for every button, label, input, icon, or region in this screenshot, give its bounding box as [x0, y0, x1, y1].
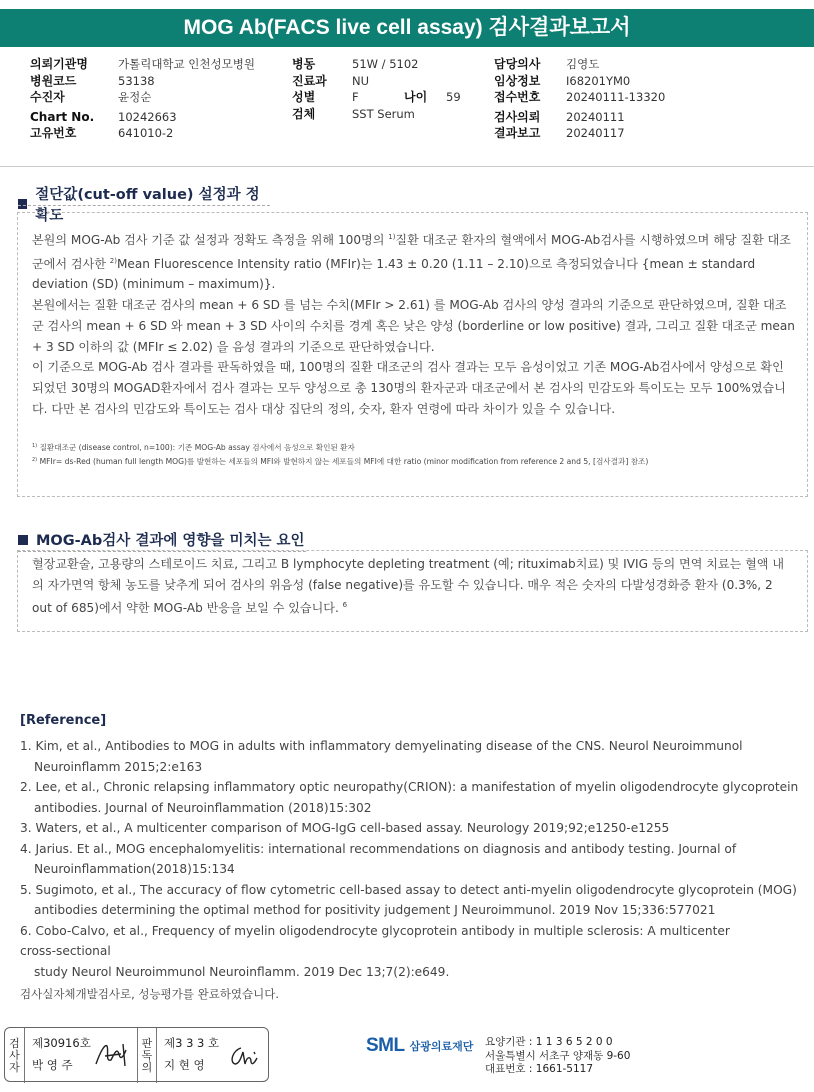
section1-paragraph-1: 본원의 MOG-Ab 검사 기준 값 설정과 정확도 측정을 위해 100명의 $^{1)}$질환 대조군 환자의 혈액에서 MOG-Ab검사를 시행하였으며 해당 질환 대조군에서 검사한 $^{2)}$Mean Fluorescence Intensity ratio (MFIr)는 1.43 ± 0.20 (1.11 – 2.10)으로 측정되었습니다 {mean ± standard deviation (SD) (minimum – maximum)}.	[32, 233, 791, 292]
reference-item: 4. Jarius. Et al., MOG encephalomyelitis: international recommendations on diagnosis and antibody testing. Journal of Neuroinflammation(2018)15:134	[20, 841, 737, 876]
reference-item: 3. Waters, et al., A multicenter comparison of MOG-IgG cell-based assay. Neurology 2019;92;e1250-e1255	[20, 821, 670, 835]
reference-item: 2. Lee, et al., Chronic relapsing inflammatory optic neuropathy(CRION): a manifestation of myelin oligodendrocyte glycoprotein antibodies. Journal of Neuroinflammation (2018)15:302	[20, 780, 799, 815]
info-label: 진료과	[292, 73, 327, 88]
patient-info-mid	[292, 56, 498, 122]
section2-title: MOG-Ab검사 결과에 영향을 미치는 요인	[36, 533, 305, 549]
organization-info	[485, 1036, 630, 1077]
info-value: 가톨릭대학교 인천성모병원	[118, 57, 255, 71]
tester-name: 박 영 주	[32, 1058, 73, 1072]
reader-info	[164, 1032, 219, 1076]
sml-logo	[366, 1035, 473, 1057]
info-label: 접수번호	[494, 90, 541, 104]
info-value: 김영도	[566, 57, 600, 71]
org-phone: 대표번호 : 1661-5117	[485, 1063, 594, 1075]
info-label: 담당의사	[494, 57, 541, 71]
info-value: 10242663	[118, 109, 177, 124]
info-value: 20240111	[566, 109, 625, 124]
footnote-1: $^{1)}$ 질환대조군 (disease control, n=100): 기존 MOG-Ab assay 검사에서 음성으로 확인된 환자	[32, 443, 355, 453]
section1-paragraph-3: 이 기준으로 MOG-Ab 검사 결과를 판독하였을 때, 100명의 질환 대조군의 검사 결과는 모두 음성이었고 기존 MOG-Ab검사에서 양성으로 확인되었던 30명의 MOGAD환자에서 검사 결과는 모두 양성으로 총 130명의 환자군과 대조군에서 본 검사의 민감도와 특이도는 모두 100%였습니다. 다만 본 검사의 민감도와 특이도는 검사 대상 집단의 정의, 숫자, 환자 연령에 따라 차이가 있을 수 있습니다.	[32, 360, 786, 416]
tester-signature	[93, 1040, 133, 1070]
section1-box	[17, 212, 808, 497]
info-value: I68201YM0	[566, 73, 631, 88]
reference-title: [Reference]	[20, 713, 107, 728]
footer	[0, 1027, 814, 1087]
info-label: 임상정보	[494, 73, 541, 88]
info-value: 20240111-13320	[566, 90, 666, 104]
reader-license: 제3 3 3 호	[164, 1036, 220, 1050]
info-label: 검사의뢰	[494, 109, 541, 124]
section2-box	[17, 550, 808, 632]
footnote-2: $^{2)}$ MFIr= ds-Red (human full length MOG)를 발현하는 세포들의 MFI와 발현하지 않는 세포들의 MFI에 대한 ratio (minor modification from reference 2 and 5, [검사결과] 참조)	[32, 457, 649, 467]
reference-item: 6. Cobo-Calvo, et al., Frequency of myelin oligodendrocyte glycoprotein antibody in multiple sclerosis: A multicenter cross-sectional study Neurol Neuroimmunol Neuroinflamm. 2019 Dec 13;7(2):e649.	[20, 923, 730, 979]
info-value: 51W / 5102	[352, 57, 419, 71]
heading-underline	[18, 205, 270, 206]
section1-paragraph-2: 본원에서는 질환 대조군 검사의 mean + 6 SD 를 넘는 수치(MFIr > 2.61) 를 MOG-Ab 검사의 양성 결과의 기준으로 판단하였으며, 질환 대조군 검사의 mean + 6 SD 와 mean + 3 SD 사이의 수치를 경계 혹은 낮은 양성 (borderline or low positive) 결과, 그리고 질환 대조군 mean + 3 SD 이하의 값 (MFIr ≤ 2.02) 을 음성 결과의 기준으로 판단하였습니다.	[32, 298, 795, 354]
reference-list	[20, 736, 800, 982]
report-title: MOG Ab(FACS live cell assay) 검사결과보고서	[0, 9, 814, 47]
info-label: 성별	[292, 90, 316, 104]
section2-paragraph: 혈장교환술, 고용량의 스테로이드 치료, 그리고 B lymphocyte depleting treatment (예; rituximab치료) 및 IVIG 등의 면역 치료는 혈액 내의 자가면역 항체 농도를 낮추게 되어 검사의 위음성 (false negative)를 유도할 수 있습니다. 매우 적은 숫자의 다발성경화증 환자 (0.3%, 2 out of 685)에서 약한 MOG-Ab 반응을 보일 수 있습니다. $^6$	[32, 557, 785, 616]
org-address: 서울특별시 서초구 양재동 9-60	[485, 1049, 631, 1062]
info-value: 20240117	[566, 126, 625, 140]
info-label: 결과보고	[494, 126, 541, 140]
reader-name: 지 현 영	[164, 1058, 205, 1072]
reader-label: 판 독 의	[137, 1028, 157, 1083]
footnotes	[32, 440, 795, 468]
info-value: 53138	[118, 73, 155, 88]
header-divider	[0, 166, 814, 167]
tester-label: 검 사 자	[5, 1028, 25, 1083]
info-value: SST Serum	[352, 106, 415, 121]
section1-title: 절단값(cut-off value) 설정과 정확도	[35, 187, 260, 224]
info-label: 검체	[292, 106, 316, 121]
closing-note: 검사실자체개발검사로, 성능평가를 완료하였습니다.	[20, 987, 280, 1001]
info-label: 병원코드	[30, 73, 77, 88]
age-label: 나이	[404, 90, 428, 104]
logo-name: 삼광의료재단	[409, 1040, 474, 1053]
info-label: Chart No.	[30, 109, 95, 124]
info-label: 병동	[292, 57, 316, 71]
patient-info-left	[30, 56, 255, 142]
patient-info-right	[494, 56, 665, 142]
age-value: 59	[446, 90, 461, 104]
org-code: 요양기관 : 1 1 3 6 5 2 0 0	[485, 1036, 613, 1048]
tester-info	[32, 1032, 91, 1076]
signature-box	[4, 1027, 269, 1082]
info-label: 의뢰기관명	[30, 57, 88, 71]
info-value: 641010-2	[118, 126, 174, 140]
info-label: 수진자	[30, 90, 65, 104]
info-value: 윤정순	[118, 90, 152, 104]
reference-item: 1. Kim, et al., Antibodies to MOG in adults with inflammatory demyelinating disease of the CNS. Neurol Neuroimmunol Neuroinflamm 2015;2:e163	[20, 739, 743, 774]
section2-heading	[18, 529, 306, 550]
tester-license: 제30916호	[32, 1036, 91, 1050]
logo-mark: SML	[366, 1035, 405, 1056]
info-label: 고유번호	[30, 126, 77, 140]
reference-item: 5. Sugimoto, et al., The accuracy of flow cytometric cell-based assay to detect anti-myelin oligodendrocyte glycoprotein (MOG) antibodies determining the optimal method for positivity judgement J Neuroimmunol. 2019 Nov 15;336:577021	[20, 882, 797, 917]
reader-signature	[227, 1042, 263, 1070]
section-bullet-icon	[18, 535, 28, 545]
info-value: NU	[352, 73, 370, 88]
section-bullet-icon	[18, 199, 27, 209]
info-value: F	[352, 90, 359, 104]
